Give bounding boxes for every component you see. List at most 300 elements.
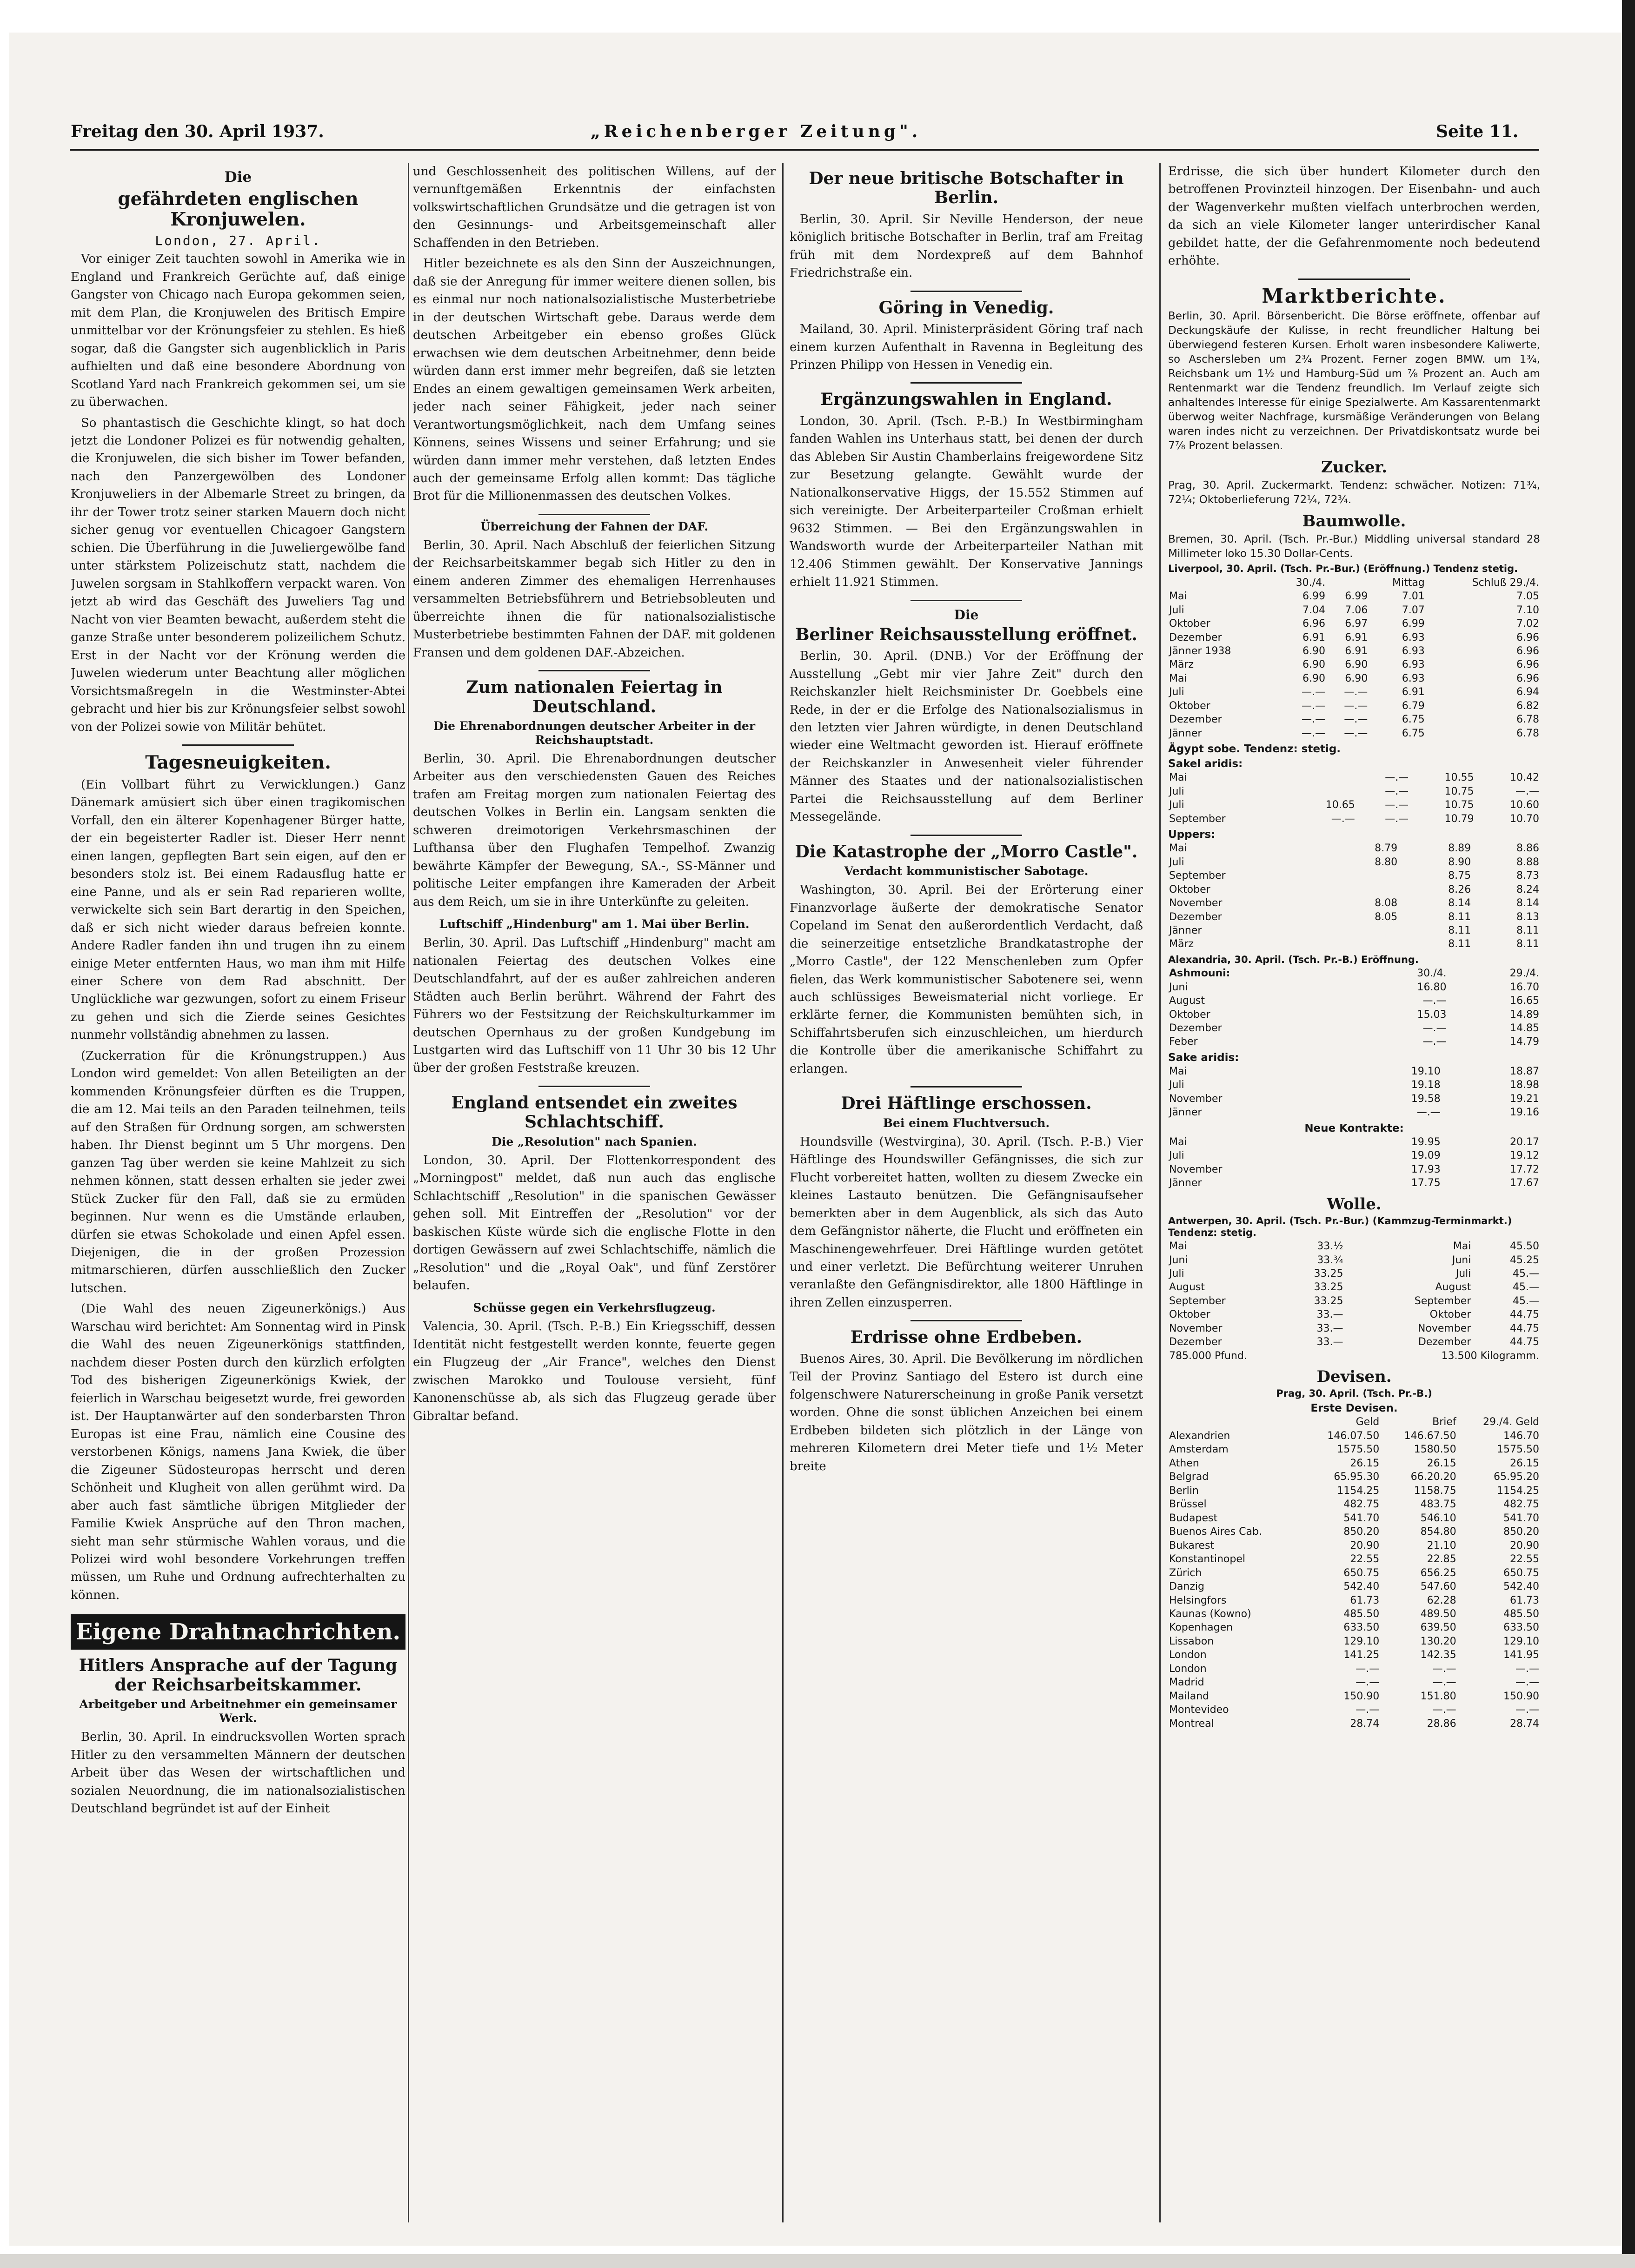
table-cell: —.— (1356, 1704, 1380, 1716)
table-cell: 61.73 (1510, 1594, 1539, 1606)
table-cell: 6.96 (1302, 618, 1325, 630)
table-row-label: London (1169, 1663, 1207, 1675)
table-cell: 19.21 (1510, 1093, 1539, 1105)
table-row (1168, 644, 1540, 658)
table-row-label: November (1169, 1163, 1223, 1175)
table-cell: 656.25 (1420, 1567, 1456, 1579)
article-title: gefährdeten englischen Kronjuwelen. (118, 188, 359, 231)
column-1 (71, 163, 405, 2236)
table-cell: 33.25 (1314, 1295, 1343, 1307)
article-paragraph: So phantastisch die Geschichte klingt, so hat doch jetzt die Londoner Polizei es für notwendig gehalten, die Kronjuwelen, die sich bisher im Tower befanden, nach den Panzergewölben des Londoner Kronjuweliers in der Albemarle Street zu bringen, da ihr der Tower trotz seiner starken Mauern doch nicht sicher genug vor eventuellen Chicagoer Gangstern schien. Die Überführung in die Juweliergewölbe fand unter stärkstem Polizeischutz statt, nachdem die Juwelen sorgsam in Stahlkoffern verpackt waren. Von jetzt ab wird das Geschäft des Juweliers Tag und Nacht von vier Beamten bewacht, außerdem steht die ganze Straße unter besonderem polizeilichem Schutz. Erst in der Nacht vor der Krönung werden die Juwelen wiederum unter Beachtung aller möglichen Vorsichtsmaßregeln in die Westminster-Abtei gebracht und hier bis zur Krönungsfeier selbst sowohl von der Polizei sowie von Militär behütet. (71, 416, 405, 734)
table-row-label: Bukarest (1169, 1539, 1215, 1552)
table-cell: 6.99 (1402, 618, 1425, 630)
cotton-section-title: Baumwolle. (1302, 512, 1406, 531)
table-heading: Ägypt sobe. Tendenz: stetig. (1168, 743, 1341, 756)
table-cell: 33.¾ (1317, 1254, 1343, 1266)
table-cell: 22.85 (1427, 1553, 1456, 1565)
table-row-label: Dezember (1169, 1022, 1222, 1034)
table-cell: —.— (1344, 727, 1368, 739)
table-cell: 28.74 (1350, 1718, 1380, 1730)
table-cell: 17.67 (1510, 1177, 1539, 1189)
article-paragraph: Berlin, 30. April. In eindrucksvollen Worten sprach Hitler zu den versammelten Männern der deutschen Arbeit über das Wesen der wirtschaftlichen und sozialen Neuordnung, die im nationalsozialistischen Deutschland begründet ist auf der Einheit (71, 1730, 405, 1816)
table-heading: Sakel aridis: (1168, 758, 1243, 770)
table-cell: —.— (1432, 1704, 1456, 1716)
article-paragraph: Berlin, 30. April. (DNB.) Vor der Eröffnung der Ausstellung „Gebt mir vier Jahre Zeit" durch den Reichskanzler hielt Reichsminister Dr. Goebbels eine Rede, in der er die Erfolge des Nationalsozialismus in den letzten vier Jahren würdigte, in denen Deutschland wieder eine Weltmacht geworden ist. Hierauf eröffnete der Reichskanzler in Anwesenheit vieler führender Männer des Staates und der nationalsozialistischen Partei die Reichsausstellung auf dem Berliner Messegelände. (790, 649, 1143, 824)
article-title: Berliner Reichsausstellung eröffnet. (795, 624, 1137, 644)
table-cell: 142.35 (1420, 1649, 1456, 1661)
table-footer-row (1168, 1349, 1540, 1363)
article-paragraph: Vor einiger Zeit tauchten sowohl in Amerika wie in England und Frankreich Gerüchte auf, daß einige Gangster von Chicago nach Europa gekommen seien, mit dem Plan, die Kronjuwelen des Britisch Empire unmittelbar vor der Krönungsfeier zu stehlen. Es hieß sogar, daß die Gangster sich augenblicklich in Paris aufhielten und daß eine besondere Abordnung von Scotland Yard nach Frankreich gekommen sei, um sie zu überwachen. (71, 252, 405, 410)
table-cell: —.— (1344, 714, 1368, 726)
article-paragraph: Berlin, 30. April. Das Luftschiff „Hindenburg" macht am nationalen Feiertag des deutschen Volkes eine Deutschlandfahrt, auf der es außer zahlreichen anderen Städten auch Berlin berührt. Während der Fahrt des Führers wo der Festsitzung der Reichskulturkammer im deutschen Opernhaus zu der großen Kundgebung im Lustgarten wird das Luftschiff von 11 Uhr 30 bis 12 Uhr über der großen Feststraße kreuzen. (413, 936, 776, 1075)
table-cell: Oktober (1429, 1309, 1471, 1321)
table-row (1168, 1322, 1540, 1335)
table-cell: 129.10 (1503, 1635, 1539, 1647)
table-cell: 22.55 (1350, 1553, 1380, 1565)
table-cell: 18.87 (1510, 1065, 1539, 1077)
section-rule (538, 514, 650, 515)
table-cell: 146.67.50 (1404, 1430, 1456, 1442)
article-paragraph: Valencia, 30. April. (Tsch. P.-B.) Ein Kriegsschiff, dessen Identität nicht festgestellt werden konnte, feuerte gegen ein Flugzeug der „Air France", welches den Dienst zwischen Marokko und Toulouse versieht, fünf Kanonenschüsse ab, als sich das Flugzeug gerade über Gibraltar befand. (413, 1320, 776, 1423)
table-cell: 44.75 (1510, 1322, 1539, 1334)
table-row (1168, 1525, 1540, 1539)
table-cell: 8.13 (1516, 911, 1539, 923)
table-cell: 10.65 (1325, 799, 1355, 811)
table-cell: 1158.75 (1414, 1485, 1456, 1497)
table-cell: 8.75 (1448, 870, 1471, 882)
table-cell (1398, 896, 1403, 910)
table-cell: 8.08 (1375, 897, 1398, 909)
table-cell: 6.91 (1345, 631, 1368, 643)
table-cell: 16.70 (1510, 981, 1539, 993)
table-cell: 8.05 (1375, 911, 1398, 923)
table-row (1168, 1065, 1540, 1078)
table-cell: 6.91 (1302, 631, 1325, 643)
new-contracts-table (1168, 1135, 1540, 1190)
table-cell: 8.11 (1448, 911, 1471, 923)
section-banner: Eigene Drahtnachrichten. (71, 1614, 405, 1650)
table-row (1168, 1443, 1540, 1456)
table-cell: 542.40 (1343, 1581, 1380, 1593)
table-row-label: Belgrad (1169, 1471, 1209, 1483)
table-cell: 8.90 (1448, 856, 1471, 868)
table-cell: 6.91 (1345, 645, 1368, 657)
table-header-cell: Ashmouni: (1169, 968, 1230, 980)
table-cell: Juli (1456, 1267, 1471, 1280)
table-cell: 146.07.50 (1327, 1430, 1380, 1442)
liverpool-cotton-table (1168, 576, 1540, 741)
table-row-label: Mai (1169, 842, 1187, 855)
article-overline: Die (224, 169, 252, 186)
table-cell: 151.80 (1420, 1690, 1456, 1702)
table-row (1168, 1335, 1540, 1349)
table-row-label: Kopenhagen (1169, 1622, 1233, 1634)
table-cell: 8.11 (1448, 938, 1471, 950)
section-rule (911, 382, 1022, 384)
table-cell: 542.40 (1503, 1581, 1539, 1593)
table-row-label: September (1169, 870, 1226, 882)
table-cell: Juni (1452, 1254, 1471, 1266)
section-rule (538, 670, 650, 671)
table-row-label: Oktober (1169, 1309, 1210, 1321)
table-row-label: Montreal (1169, 1718, 1214, 1730)
table-row-label: Berlin (1169, 1485, 1199, 1497)
table-cell: 6.90 (1302, 645, 1325, 657)
table-row-label: Juli (1169, 1079, 1184, 1091)
table-cell: November (1417, 1322, 1471, 1334)
table-cell: 8.88 (1516, 856, 1539, 868)
table-heading: Liverpool, 30. April. (Tsch. Pr.-Bur.) (Eröffnung.) Tendenz stetig. (1168, 563, 1518, 575)
table-row-label: November (1169, 1322, 1223, 1334)
table-row-label: November (1169, 1093, 1223, 1105)
table-cell: 19.10 (1411, 1065, 1441, 1077)
table-row-label: Oktober (1169, 700, 1210, 712)
table-cell: 21.10 (1427, 1539, 1456, 1552)
table-cell: —.— (1432, 1663, 1456, 1675)
article-paragraph: Berlin, 30. April. Die Ehrenabordnungen deutscher Arbeiter aus den verschiedensten Gauen des Reiches trafen am Freitag morgen zum nationalen Feiertag des deutschen Volkes in Berlin ein. Langsam senkten die schweren dreimotorigen Verkehrsmaschinen der Lufthansa über den Flughafen Tempelhof. Zwanzig bewährte Kämpfer der Bewegung, SA.-, SS-Männer und politische Leiter empfangen ihre Kameraden der Arbeit aus dem Reich, um sie in ihre Unterkünfte zu geleiten. (413, 751, 776, 909)
table-header-cell: Schluß 29./4. (1472, 577, 1539, 589)
table-row-label: Juli (1169, 856, 1184, 868)
table-cell: 485.50 (1343, 1608, 1380, 1620)
table-cell: 150.90 (1343, 1690, 1380, 1702)
table-cell: 14.85 (1510, 1022, 1539, 1034)
table-row (1168, 631, 1540, 644)
table-cell: 8.11 (1516, 924, 1539, 936)
table-row-label: August (1169, 995, 1205, 1007)
table-cell: 19.16 (1510, 1107, 1539, 1119)
table-cell: 8.80 (1375, 856, 1398, 868)
table-cell: 850.20 (1343, 1526, 1380, 1538)
article-paragraph: Washington, 30. April. Bei der Erörterung einer Finanzvorlage äußerte der demokratische Senator Copeland im Senat den außerordentlich Verdacht, daß die seinerzeitige entsetzliche Brandkatastrophe der „Morro Castle", der 122 Menschenleben zum Opfer fielen, das Werk kommunistischer Sabotenere sei, wenn auch schlüssiges Beweismaterial nicht vorliege. Er erklärte ferner, die Kommunisten bemühten sich, in Schiffahrtsberufen sich einzuschleichen, um hierdurch die Kontrolle über die amerikanische Schiffahrt zu erlangen. (790, 883, 1143, 1076)
table-row-label: Jänner (1169, 727, 1202, 739)
table-row (1168, 1717, 1540, 1731)
table-row-label: September (1169, 813, 1226, 825)
table-cell: 6.78 (1516, 727, 1539, 739)
header-paper-name: „Reichenberger Zeitung". (591, 122, 922, 141)
article-subtitle: Bei einem Fluchtversuch. (883, 1116, 1050, 1130)
table-row-label: Mai (1169, 1136, 1187, 1148)
table-row-label: Madrid (1169, 1677, 1204, 1689)
table-row-label: Juni (1169, 981, 1188, 993)
article-paragraph: Hitler bezeichnete es als den Sinn der Auszeichnungen, daß sie der Anregung für immer weitere dienen sollen, bis es einmal nur noch nationalsozialistische Musterbetriebe in der deutschen Wirtschaft gebe. Daraus werde dem deutschen Arbeitgeber ein ebenso großes Glück erwachsen wie dem deutschen Arbeitnehmer, denn beide würden dann erst immer mehr begreifen, daß sie letzten Endes an einem gewaltigen gemeinsamen Werk arbeiten, jeder nach seiner Fähigkeit, jeder nach seiner Verantwortungsmöglichkeit, nach dem Umfang seines Könnens, seines Wissens und seiner Erfahrung; und sie würden dann immer mehr verstehen, daß letzten Endes auch der gemeinsame Erfolg allen kommt: Das tägliche Brot für die Millionenmassen des deutschen Volkes. (413, 257, 776, 504)
section-rule (182, 744, 294, 746)
table-cell: 62.28 (1427, 1594, 1456, 1606)
table-row-label: Dezember (1169, 911, 1222, 923)
table-cell: 8.11 (1516, 938, 1539, 950)
table-row (1168, 699, 1540, 713)
table-cell: 8.86 (1516, 842, 1539, 855)
section-rule (911, 291, 1022, 292)
table-row-label: Jänner (1169, 924, 1202, 936)
table-cell: 20.90 (1510, 1539, 1539, 1552)
article-paragraph: Mailand, 30. April. Ministerpräsident Göring traf nach einem kurzen Aufenthalt in Ravenna in Begleitung des Prinzen Philipp von Hessen in Venedig ein. (790, 322, 1143, 372)
table-cell: 6.93 (1402, 645, 1425, 657)
table-row (1168, 1512, 1540, 1525)
table-cell: —.— (1422, 1022, 1447, 1034)
column-rule (782, 163, 784, 2222)
table-header-cell: Mittag (1392, 577, 1425, 589)
table-heading: Erste Devisen. (1310, 1402, 1398, 1415)
article-title: Erdrisse ohne Erdbeben. (850, 1327, 1083, 1347)
table-cell (1330, 883, 1398, 896)
table-row (1168, 869, 1540, 882)
table-row (1168, 672, 1540, 685)
table-cell: 6.90 (1345, 672, 1368, 684)
table-cell: 541.70 (1503, 1512, 1539, 1524)
table-cell: 6.96 (1516, 631, 1539, 643)
table-cell: —.— (1356, 1663, 1380, 1675)
table-cell: 6.90 (1302, 672, 1325, 684)
table-cell: 45.50 (1510, 1240, 1539, 1253)
table-cell: 44.75 (1510, 1336, 1539, 1348)
article-subtitle: Schüsse gegen ein Verkehrsflugzeug. (473, 1301, 716, 1315)
table-cell: 633.50 (1343, 1622, 1380, 1634)
table-cell: Dezember (1418, 1336, 1471, 1348)
table-cell: 1154.25 (1337, 1485, 1380, 1497)
table-row-label: Danzig (1169, 1581, 1204, 1593)
table-cell: 10.42 (1510, 772, 1539, 784)
section-rule (911, 1086, 1022, 1088)
table-cell: 854.80 (1420, 1526, 1456, 1538)
table-row (1168, 937, 1540, 951)
table-cell: 19.58 (1411, 1093, 1441, 1105)
section-title: Tagesneuigkeiten. (145, 751, 331, 773)
article-title: Göring in Venedig. (878, 298, 1054, 318)
article-paragraph: London, 30. April. Der Flottenkorrespondent des „Morningpost" meldet, daß nun auch das englische Schlachtschiff „Resolution" in die spanischen Gewässer gehen soll. Mit Eintreffen der „Resolution" vor der baskischen Küste würde sich die englische Flotte in den dortigen Gewässern auf zwei Schlachtschiffe, nämlich die „Resolution" und die „Royal Oak", und fünf Zerstörer belaufen. (413, 1153, 776, 1293)
table-cell: 17.75 (1411, 1177, 1441, 1189)
table-heading: Uppers: (1168, 829, 1216, 841)
table-header-cell: 29./4. Geld (1482, 1416, 1539, 1428)
table-row-label: Dezember (1169, 1336, 1222, 1348)
table-row-label: September (1169, 1295, 1226, 1307)
table-cell: 8.14 (1516, 897, 1539, 909)
table-cell: 14.89 (1510, 1008, 1539, 1021)
table-cell: 6.93 (1402, 659, 1425, 671)
table-cell: 1580.50 (1414, 1444, 1456, 1456)
table-row-label: Mai (1169, 772, 1187, 784)
table-row (1168, 1690, 1540, 1703)
table-row (1168, 1594, 1540, 1607)
table-row-label: März (1169, 659, 1194, 671)
column-rule (408, 163, 409, 2222)
table-cell: 19.95 (1411, 1136, 1441, 1148)
article-paragraph: London, 30. April. (Tsch. P.-B.) In Westbirmingham fanden Wahlen ins Unterhaus statt, bei denen der durch das Ableben Sir Austin Chamberlains freigewordene Sitz zur Besetzung gelangte. Gewählt wurde der Nationalkonservative Higgs, der 15.552 Stimmen auf sich vereinigte. Der Arbeiterparteiler Croßman erhielt 9632 Stimmen. — Bei den Ergänzungswahlen in Wandsworth wurde der Arbeiterparteiler Nathan mit 12.406 Stimmen gewählt. Der Konservative Jannings erhielt 11.921 Stimmen. (790, 414, 1143, 590)
table-row-label: Dezember (1169, 631, 1222, 643)
table-cell: 10.60 (1510, 799, 1539, 811)
table-row-label: Feber (1169, 1036, 1198, 1048)
header-date: Freitag den 30. April 1937. (71, 122, 324, 141)
table-cell: 45.— (1513, 1295, 1539, 1307)
table-row-label: Juli (1169, 604, 1184, 616)
section-rule (538, 1086, 650, 1087)
table-row (1168, 1240, 1540, 1253)
table-header-cell: Brief (1432, 1416, 1456, 1428)
table-row-label: Kaunas (Kowno) (1169, 1608, 1251, 1620)
table-row-label: Oktober (1169, 618, 1210, 630)
header-page-number: Seite 11. (1436, 122, 1519, 141)
table-row (1168, 1498, 1540, 1511)
wool-section-title: Wolle. (1327, 1194, 1382, 1214)
table-cell: 20.17 (1510, 1136, 1539, 1148)
table-row (1168, 842, 1540, 855)
table-cell: 61.73 (1350, 1594, 1380, 1606)
table-row (1168, 727, 1540, 740)
table-cell: 45.25 (1510, 1254, 1539, 1266)
table-heading: Alexandria, 30. April. (Tsch. Pr.-B.) Eröffnung. (1168, 954, 1419, 965)
table-header-cell (1168, 1415, 1303, 1429)
table-cell: 20.90 (1350, 1539, 1380, 1552)
table-cell: 141.25 (1343, 1649, 1380, 1661)
table-cell: —.— (1385, 785, 1409, 797)
table-cell: —.— (1515, 1704, 1539, 1716)
table-cell: 26.15 (1350, 1457, 1380, 1469)
dateline: London, 27. April. (155, 233, 321, 249)
table-row (1168, 1021, 1540, 1035)
table-cell: —.— (1422, 1036, 1447, 1048)
table-cell: 33.— (1316, 1336, 1343, 1348)
table-cell: —.— (1432, 1677, 1456, 1689)
table-row (1168, 1607, 1540, 1621)
table-cell (1330, 869, 1398, 882)
table-row (1168, 1092, 1540, 1106)
table-cell: 6.96 (1516, 672, 1539, 684)
table-row (1168, 1253, 1540, 1267)
table-row (1168, 1294, 1540, 1308)
table-cell: 6.75 (1402, 727, 1425, 739)
table-row (1168, 883, 1540, 896)
table-row-label: Juli (1169, 1267, 1184, 1280)
table-row (1168, 771, 1540, 784)
table-cell: 547.60 (1420, 1581, 1456, 1593)
table-cell: 16.80 (1417, 981, 1447, 993)
column-3 (790, 163, 1143, 2236)
table-cell: 1575.50 (1497, 1444, 1539, 1456)
table-header-cell: 30./4. (1296, 577, 1325, 589)
article-subtitle: Arbeitgeber und Arbeitnehmer ein gemeinsamer Werk. (79, 1698, 397, 1725)
table-header-row (1168, 1415, 1540, 1429)
table-cell: 19.12 (1510, 1150, 1539, 1162)
table-row (1168, 798, 1540, 812)
table-cell: —.— (1385, 772, 1409, 784)
table-cell: 8.73 (1516, 870, 1539, 882)
table-cell: 483.75 (1420, 1499, 1456, 1511)
table-row (1168, 1648, 1540, 1662)
table-cell: 650.75 (1503, 1567, 1539, 1579)
uppers-cotton-table (1168, 842, 1540, 951)
table-cell: —.— (1416, 1107, 1441, 1119)
article-title: England entsendet ein zweites Schlachtschiff. (451, 1093, 738, 1132)
table-row-label: Montevideo (1169, 1704, 1229, 1716)
table-cell: 16.65 (1510, 995, 1539, 1007)
column-rule (1159, 163, 1161, 2222)
table-row-label: Zürich (1169, 1567, 1202, 1579)
table-cell: 6.79 (1402, 700, 1425, 712)
table-row (1168, 896, 1540, 910)
table-row-label: März (1169, 938, 1194, 950)
table-cell: 1154.25 (1497, 1485, 1539, 1497)
table-row (1168, 1470, 1540, 1484)
table-cell: 28.86 (1427, 1718, 1456, 1730)
table-row-label: Budapest (1169, 1512, 1218, 1524)
table-row (1168, 910, 1540, 924)
table-cell: 45.— (1513, 1281, 1539, 1293)
table-cell: 546.10 (1420, 1512, 1456, 1524)
table-cell: Mai (1453, 1240, 1471, 1253)
table-cell: 26.15 (1427, 1457, 1456, 1469)
sake-cotton-table (1168, 1065, 1540, 1120)
table-cell: 6.94 (1516, 686, 1539, 698)
section-rule (911, 1320, 1022, 1321)
table-cell (1330, 937, 1398, 951)
table-cell: 33.— (1316, 1322, 1343, 1334)
table-cell: 18.98 (1510, 1079, 1539, 1091)
table-row-label: London (1169, 1649, 1207, 1661)
table-row (1168, 1429, 1540, 1443)
table-cell: —.— (1515, 785, 1539, 797)
ashmouni-cotton-table (1168, 967, 1540, 1049)
table-cell: 10.55 (1444, 772, 1474, 784)
table-cell: 10.75 (1444, 785, 1474, 797)
article-subtitle: Verdacht kommunistischer Sabotage. (844, 864, 1089, 878)
table-cell: —.— (1301, 727, 1325, 739)
table-header-cell (1168, 576, 1274, 590)
table-cell: 141.95 (1503, 1649, 1539, 1661)
table-cell: 6.99 (1302, 590, 1325, 603)
table-row (1168, 785, 1540, 798)
table-row (1168, 1621, 1540, 1634)
table-row-label: Juli (1169, 1150, 1184, 1162)
table-cell: 6.90 (1345, 659, 1368, 671)
table-cell: 15.03 (1417, 1008, 1447, 1021)
table-row-label: Mai (1169, 1240, 1187, 1253)
table-cell: 146.70 (1503, 1430, 1539, 1442)
table-row (1168, 1635, 1540, 1648)
table-cell: —.— (1301, 686, 1325, 698)
table-header-row (1168, 576, 1540, 590)
table-row-label: August (1169, 1281, 1205, 1293)
table-cell: —.— (1356, 1677, 1380, 1689)
table-cell: 66.20.20 (1410, 1471, 1456, 1483)
article-subtitle: Die „Resolution" nach Spanien. (492, 1134, 697, 1148)
table-cell (1290, 785, 1356, 798)
table-cell: 850.20 (1503, 1526, 1539, 1538)
table-row (1168, 924, 1540, 937)
table-row (1168, 1163, 1540, 1176)
table-cell (1398, 937, 1403, 951)
column-2 (413, 163, 776, 2236)
table-heading: Sake aridis: (1168, 1051, 1239, 1064)
table-cell: 489.50 (1420, 1608, 1456, 1620)
table-heading: Neue Kontrakte: (1304, 1122, 1404, 1134)
sugar-section-title: Zucker. (1321, 458, 1388, 477)
table-cell: 7.10 (1516, 604, 1539, 616)
table-cell: 10.75 (1444, 799, 1474, 811)
table-cell: 44.75 (1510, 1309, 1539, 1321)
table-cell: 7.02 (1516, 618, 1539, 630)
table-row-label: Mai (1169, 1065, 1187, 1077)
table-cell: 33.25 (1314, 1281, 1343, 1293)
table-row-label: Juli (1169, 799, 1184, 811)
table-row (1168, 590, 1540, 603)
table-cell: September (1414, 1295, 1471, 1307)
table-row-label: Lissabon (1169, 1635, 1214, 1647)
table-cell: 14.79 (1510, 1036, 1539, 1048)
article-paragraph: Erdrisse, die sich über hundert Kilometer durch den betroffenen Provinzteil hinzogen. Der Eisenbahn- und auch der Wagenverkehr mußten vielfach unterbrochen werden, da sich an viele Kilometer langer unterirdischer Kanal gebildet hatte, der die Gefahrenmomente noch bedeutend erhöhte. (1168, 165, 1540, 268)
section-rule (911, 835, 1022, 836)
table-row-label: Oktober (1169, 1008, 1210, 1021)
table-cell (1398, 855, 1403, 869)
table-row (1168, 1457, 1540, 1470)
